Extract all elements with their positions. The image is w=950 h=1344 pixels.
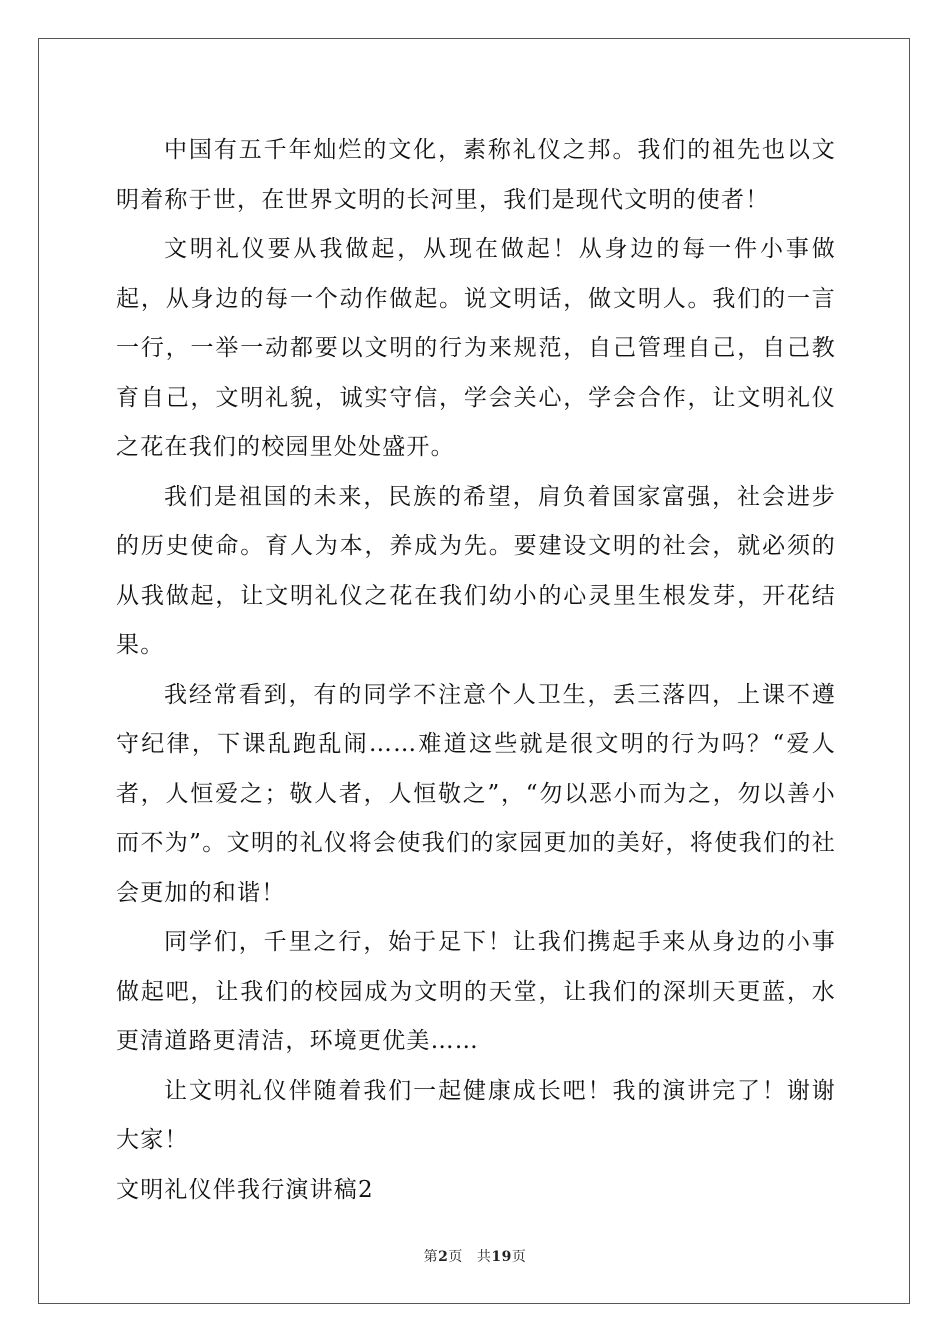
total-prefix: 共 — [476, 1249, 492, 1265]
paragraph-3: 我们是祖国的未来，民族的希望，肩负着国家富强，社会进步的历史使命。育人为本，养成为先。要建设文明的社会，就必须的从我做起，让文明礼仪之花在我们幼小的心灵里生根发芽，开花结果。 — [116, 483, 836, 658]
paragraph-5: 同学们，千里之行，始于足下！让我们携起手来从身边的小事做起吧，让我们的校园成为文明的天堂，让我们的深圳天更蓝，水更清道路更清洁，环境更优美…… — [116, 929, 836, 1054]
paragraph-1: 中国有五千年灿烂的文化，素称礼仪之邦。我们的祖先也以文明着称于世，在世界文明的长河里，我们是现代文明的使者！ — [116, 137, 836, 213]
paragraph-2: 文明礼仪要从我做起，从现在做起！从身边的每一件小事做起，从身边的每一个动作做起。说文明话，做文明人。我们的一言一行，一举一动都要以文明的行为来规范，自己管理自己，自己教育自己，文明礼貌，诚实守信，学会关心，学会合作，让文明礼仪之花在我们的校园里处处盛开。 — [116, 236, 836, 460]
total-suffix: 页 — [511, 1249, 527, 1265]
page-prefix: 第 — [423, 1249, 439, 1265]
page-suffix: 页 — [448, 1249, 463, 1265]
document-body — [116, 126, 836, 1215]
page-total: 19 — [491, 1249, 512, 1265]
paragraph-4: 我经常看到，有的同学不注意个人卫生，丢三落四，上课不遵守纪律，下课乱跑乱闹……难道这些就是很文明的行为吗？“爱人者，人恒爱之；敬人者，人恒敬之”，“勿以恶小而为之，勿以善小而不为”。文明的礼仪将会使我们的家园更加的美好，将使我们的社会更加的和谐！ — [116, 681, 836, 906]
paragraph-6: 让文明礼仪伴随着我们一起健康成长吧！我的演讲完了！谢谢大家！ — [116, 1077, 836, 1153]
page-footer — [0, 1246, 950, 1266]
page-current: 2 — [438, 1249, 449, 1265]
section-heading: 文明礼仪伴我行演讲稿2 — [116, 1176, 374, 1203]
